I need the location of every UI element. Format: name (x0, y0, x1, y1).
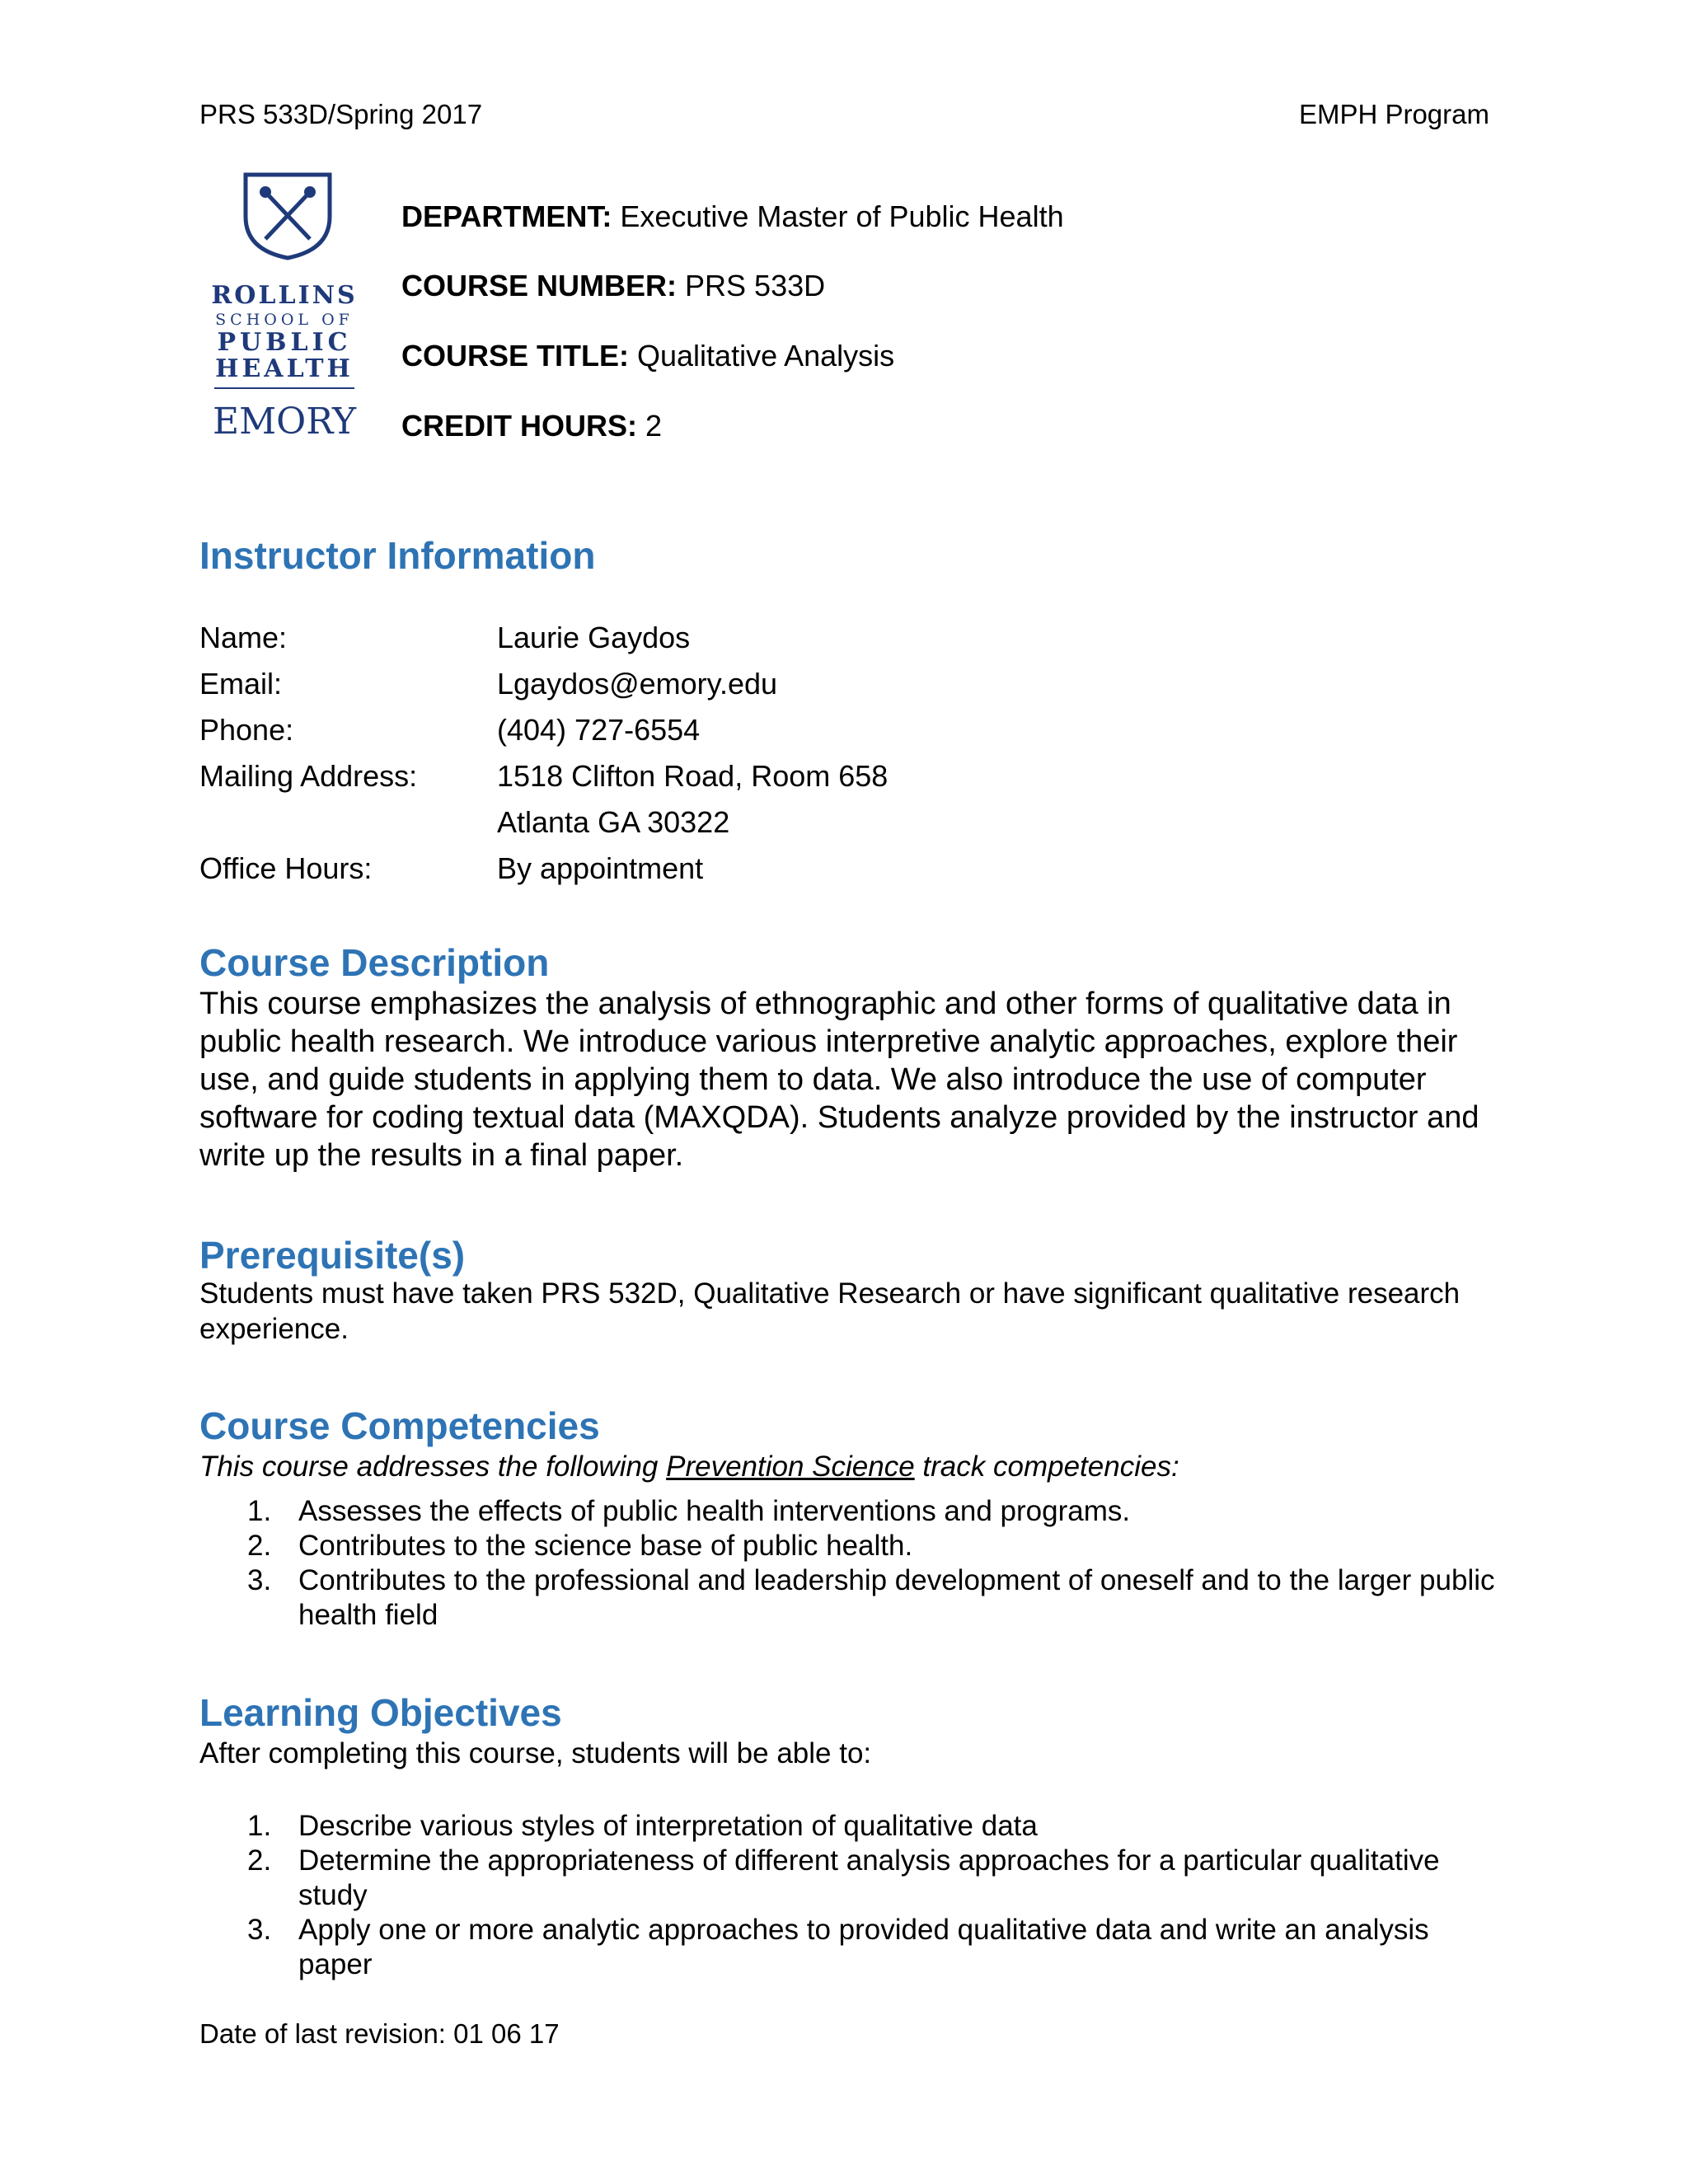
course-title-row (401, 339, 894, 373)
running-header-left: PRS 533D/Spring 2017 (199, 99, 483, 129)
list-item-text: Describe various styles of interpretation of qualitative data (298, 1810, 1038, 1842)
competencies-intro-after: track competencies: (914, 1451, 1179, 1483)
competencies-heading: Course Competencies (199, 1404, 600, 1447)
address-label: Mailing Address: (199, 759, 418, 793)
logo-line-5: EMORY (212, 401, 357, 443)
office-hours-label: Office Hours: (199, 851, 373, 885)
list-item-number: 2. (247, 1530, 272, 1562)
course-title-label: COURSE TITLE: (401, 339, 629, 373)
credit-hours-row (401, 409, 662, 443)
list-item-text: Assesses the effects of public health interventions and programs. (298, 1495, 1131, 1527)
list-item (199, 1844, 1498, 1913)
course-description-text: This course emphasizes the analysis of ethnographic and other forms of qualitative data in public health research. We introduce various interpretive analytic approaches, explore their use, and guide students in applying them to data. We also introduce the use of computer software for coding textual data (MAXQDA). Students analyze provided by the instructor and write up the results in a final paper. (199, 987, 1479, 1173)
prevention-science-link[interactable]: Prevention Science (666, 1451, 915, 1483)
competencies-intro (199, 1449, 1498, 1484)
running-header-right: EMPH Program (1298, 99, 1489, 129)
list-item-number: 2. (247, 1844, 272, 1877)
instructor-heading: Instructor Information (199, 534, 596, 577)
list-item-text: Contributes to the professional and leadership development of oneself and to the larger public health field (298, 1564, 1495, 1631)
course-number-label: COURSE NUMBER: (401, 269, 678, 302)
logo-line-4: HEALTH (215, 354, 354, 383)
name-label: Name: (199, 621, 288, 654)
address-line-2: Atlanta GA 30322 (497, 805, 730, 839)
name-value: Laurie Gaydos (497, 621, 691, 654)
objectives-heading: Learning Objectives (199, 1691, 562, 1734)
competencies-list (199, 1494, 1498, 1633)
objectives-intro: After completing this course, students will be able to: (199, 1737, 872, 1769)
course-title-value: Qualitative Analysis (637, 339, 895, 373)
department-value: Executive Master of Public Health (620, 199, 1064, 233)
rollins-emory-logo (206, 171, 363, 448)
credit-hours-label: CREDIT HOURS: (401, 409, 637, 443)
shield-icon (206, 171, 363, 448)
list-item (199, 1809, 1498, 1844)
list-item (199, 1494, 1498, 1529)
revision-date: Date of last revision: 01 06 17 (199, 2018, 560, 2049)
course-number-value: PRS 533D (685, 269, 826, 302)
list-item-number: 1. (247, 1810, 272, 1842)
list-item-text: Apply one or more analytic approaches to provided qualitative data and write an analysis paper (298, 1914, 1429, 1980)
list-item-number: 1. (247, 1495, 272, 1527)
prerequisites-text: Students must have taken PRS 532D, Qualitative Research or have significant qualitative research experience. (199, 1277, 1461, 1345)
email-label: Email: (199, 667, 283, 701)
address-line-1: 1518 Clifton Road, Room 658 (497, 759, 889, 793)
department-label: DEPARTMENT: (401, 199, 612, 233)
email-value[interactable]: Lgaydos@emory.edu (497, 667, 778, 701)
office-hours-value: By appointment (497, 851, 704, 885)
prerequisites-heading: Prerequisite(s) (199, 1234, 466, 1277)
list-item (199, 1529, 1498, 1563)
logo-line-1: ROLLINS (211, 281, 358, 310)
logo-line-2: SCHOOL OF (215, 311, 354, 329)
course-number-row (401, 269, 825, 303)
list-item (199, 1913, 1498, 1982)
list-item-number: 3. (247, 1564, 272, 1596)
objectives-list (199, 1809, 1498, 1982)
phone-value: (404) 727-6554 (497, 713, 701, 747)
list-item (199, 1563, 1498, 1633)
list-item-text: Determine the appropriateness of different analysis approaches for a particular qualitative study (298, 1844, 1440, 1911)
course-description-heading: Course Description (199, 941, 550, 984)
phone-label: Phone: (199, 713, 294, 747)
department-row (401, 199, 1064, 234)
list-item-text: Contributes to the science base of public health. (298, 1530, 913, 1562)
competencies-intro-before: This course addresses the following (199, 1451, 667, 1483)
credit-hours-value: 2 (645, 409, 663, 443)
logo-line-3: PUBLIC (217, 328, 352, 357)
list-item-number: 3. (247, 1914, 272, 1946)
